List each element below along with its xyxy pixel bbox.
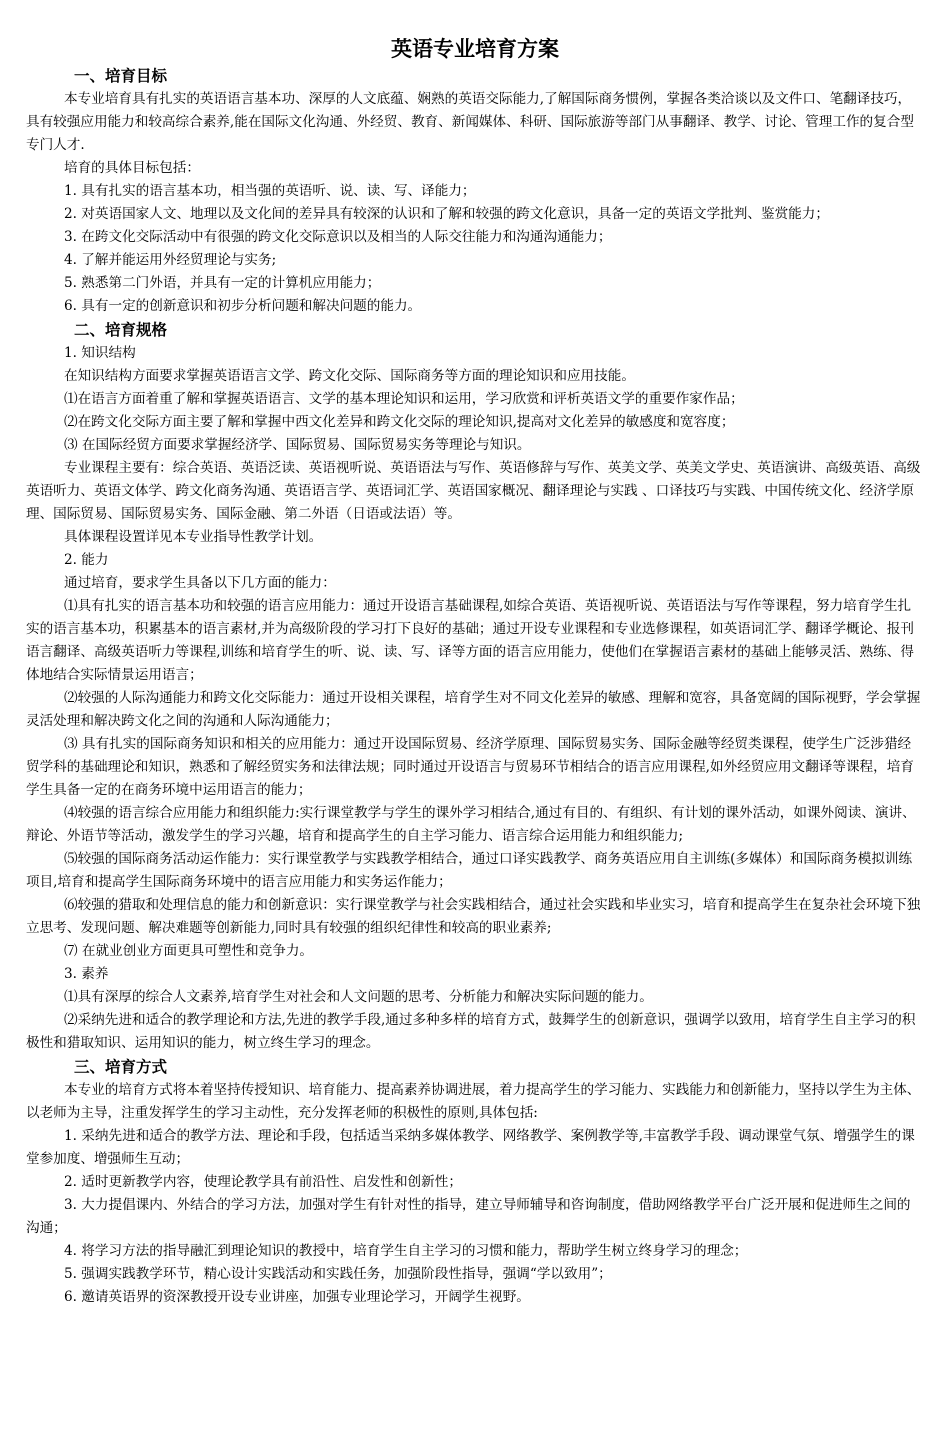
- goals-item-2: 2. 对英语国家人文、地理以及文化间的差异具有较深的认识和了解和较强的跨文化意识，具备一定的英语文学批判、鉴赏能力；: [64, 206, 829, 222]
- goals-item-3: 3. 在跨文化交际活动中有很强的跨文化交际意识以及相当的人际交往能力和沟通沟通能力；: [64, 229, 612, 245]
- ability-item-6: ⑹较强的猎取和处理信息的能力和创新意识：实行课堂教学与社会实践相结合，通过社会实践和毕业实习，培育和提高学生在复杂社会环境下独立思考、发现问题、解决难题等创新能力,同时具有较强的组织纪律性和较高的职业素养;: [26, 897, 921, 936]
- knowledge-item-3: ⑶ 在国际经贸方面要求掌握经济学、国际贸易、国际贸易实务等理论与知识。: [64, 437, 531, 453]
- section-heading-goals: 一、培育目标: [74, 67, 168, 85]
- quality-item-2: ⑵采纳先进和适合的教学理论和方法,先进的教学手段,通过多种多样的培育方式，鼓舞学生的创新意识，强调学以致用，培育学生自主学习的积极性和猎取知识、运用知识的能力，树立终生学习的理念。: [26, 1012, 916, 1051]
- methods-item-6: 6. 邀请英语界的资深教授开设专业讲座，加强专业理论学习，开阔学生视野。: [64, 1289, 530, 1305]
- methods-item-3: 3. 大力提倡课内、外结合的学习方法，加强对学生有针对性的指导，建立导师辅导和咨询制度，借助网络教学平台广泛开展和促进师生之间的沟通；: [26, 1197, 911, 1236]
- goals-item-5: 5. 熟悉第二门外语，并具有一定的计算机应用能力；: [64, 275, 381, 291]
- section-heading-methods: 三、培育方式: [74, 1058, 168, 1076]
- goals-item-4: 4. 了解并能运用外经贸理论与实务;: [64, 252, 277, 268]
- ability-item-2: ⑵较强的人际沟通能力和跨文化交际能力：通过开设相关课程，培育学生对不同文化差异的敏感、理解和宽容，具备宽阔的国际视野，学会掌握灵活处理和解决跨文化之间的沟通和人际沟通能力；: [26, 690, 921, 729]
- curriculum-note: 具体课程设置详见本专业指导性教学计划。: [64, 529, 323, 545]
- section-heading-specs: 二、培育规格: [74, 321, 168, 339]
- ability-title: 2. 能力: [64, 552, 109, 568]
- knowledge-item-2: ⑵在跨文化交际方面主要了解和掌握中西文化差异和跨文化交际的理论知识,提高对文化差异的敏感度和宽容度；: [64, 414, 735, 430]
- goals-intro-paragraph: 本专业培育具有扎实的英语语言基本功、深厚的人文底蕴、娴熟的英语交际能力,了解国际商务惯例，掌握各类洽谈以及文件口、笔翻译技巧，具有较强应用能力和较高综合素养,能在国际文化沟通、外经贸、教育、新闻媒体、科研、国际旅游等部门从事翻译、教学、讨论、管理工作的复合型专门人才.: [26, 91, 914, 153]
- methods-intro-paragraph: 本专业的培育方式将本着坚持传授知识、培育能力、提高素养协调进展，着力提高学生的学习能力、实践能力和创新能力，坚持以学生为主体、以老师为主导，注重发挥学生的学习主动性，充分发挥老师的积极性的原则,具体包括:: [26, 1082, 921, 1121]
- courses-paragraph: 专业课程主要有：综合英语、英语泛读、英语视听说、英语语法与写作、英语修辞与写作、英美文学、英美文学史、英语演讲、高级英语、高级英语听力、英语文体学、跨文化商务沟通、英语语言学、英语词汇学、英语国家概况、翻译理论与实践 、口译技巧与实践、中国传统文化、经济学原理、国际贸易、国际贸易实务、国际金融、第二外语（日语或法语）等。: [26, 460, 921, 522]
- goals-item-6: 6. 具有一定的创新意识和初步分析问题和解决问题的能力。: [64, 298, 422, 314]
- document-body: [26, 64, 924, 1309]
- methods-item-5: 5. 强调实践教学环节，精心设计实践活动和实践任务，加强阶段性指导，强调“学以致用”；: [64, 1266, 612, 1282]
- methods-item-1: 1. 采纳先进和适合的教学方法、理论和手段，包括适当采纳多媒体教学、网络教学、案例教学等,丰富教学手段、调动课堂气氛、增强学生的课堂参加度、增强师生互动；: [26, 1128, 915, 1167]
- knowledge-title: 1. 知识结构: [64, 345, 136, 361]
- knowledge-item-1: ⑴在语言方面着重了解和掌握英语语言、文学的基本理论知识和运用，学习欣赏和评析英语文学的重要作家作品；: [64, 391, 744, 407]
- ability-item-5: ⑸较强的国际商务活动运作能力：实行课堂教学与实践教学相结合，通过口译实践教学、商务英语应用自主训练(多媒体）和国际商务模拟训练项目,培育和提高学生国际商务环境中的语言应用能力和实务运作能力；: [26, 851, 913, 890]
- quality-title: 3. 素养: [64, 966, 109, 982]
- ability-item-1: ⑴具有扎实的语言基本功和较强的语言应用能力：通过开设语言基础课程,如综合英语、英语视听说、英语语法与写作等课程，努力培育学生扎实的语言基本功，积累基本的语言素材,并为高级阶段的学习打下良好的基础；通过开设专业课程和专业选修课程，如英语词汇学、翻译学概论、报刊语言翻译、高级英语听力等课程,训练和培育学生的听、说、读、写、译等方面的语言应用能力，使他们在掌握语言素材的基础上能够灵活、熟练、得体地结合实际情景运用语言；: [26, 598, 914, 683]
- methods-item-4: 4. 将学习方法的指导融汇到理论知识的教授中，培育学生自主学习的习惯和能力，帮助学生树立终身学习的理念；: [64, 1243, 748, 1259]
- page-title: 英语专业培育方案: [391, 37, 559, 61]
- ability-item-3: ⑶ 具有扎实的国际商务知识和相关的应用能力：通过开设国际贸易、经济学原理、国际贸易实务、国际金融等经贸类课程，使学生广泛涉猎经贸学科的基础理论和知识，熟悉和了解经贸实务和法律法规；同时通过开设语言与贸易环节相结合的语言应用课程,如外经贸应用文翻译等课程，培育学生具备一定的在商务环境中运用语言的能力；: [26, 736, 914, 798]
- quality-item-1: ⑴具有深厚的综合人文素养,培育学生对社会和人文问题的思考、分析能力和解决实际问题的能力。: [64, 989, 653, 1005]
- ability-item-7: ⑺ 在就业创业方面更具可塑性和竞争力。: [64, 943, 314, 959]
- methods-item-2: 2. 适时更新教学内容，使理论教学具有前沿性、启发性和创新性；: [64, 1174, 462, 1190]
- ability-intro: 通过培育，要求学生具备以下几方面的能力：: [64, 575, 336, 591]
- goals-lead: 培育的具体目标包括：: [64, 160, 200, 176]
- ability-item-4: ⑷较强的语言综合应用能力和组织能力:实行课堂教学与学生的课外学习相结合,通过有目的、有组织、有计划的课外活动，如课外阅读、演讲、辩论、外语节等活动，激发学生的学习兴趣，培育和提高学生的自主学习能力、语言综合运用能力和组织能力;: [26, 805, 916, 844]
- goals-item-1: 1. 具有扎实的语言基本功，相当强的英语听、说、读、写、译能力；: [64, 183, 476, 199]
- knowledge-intro: 在知识结构方面要求掌握英语语言文学、跨文化交际、国际商务等方面的理论知识和应用技能。: [64, 368, 635, 384]
